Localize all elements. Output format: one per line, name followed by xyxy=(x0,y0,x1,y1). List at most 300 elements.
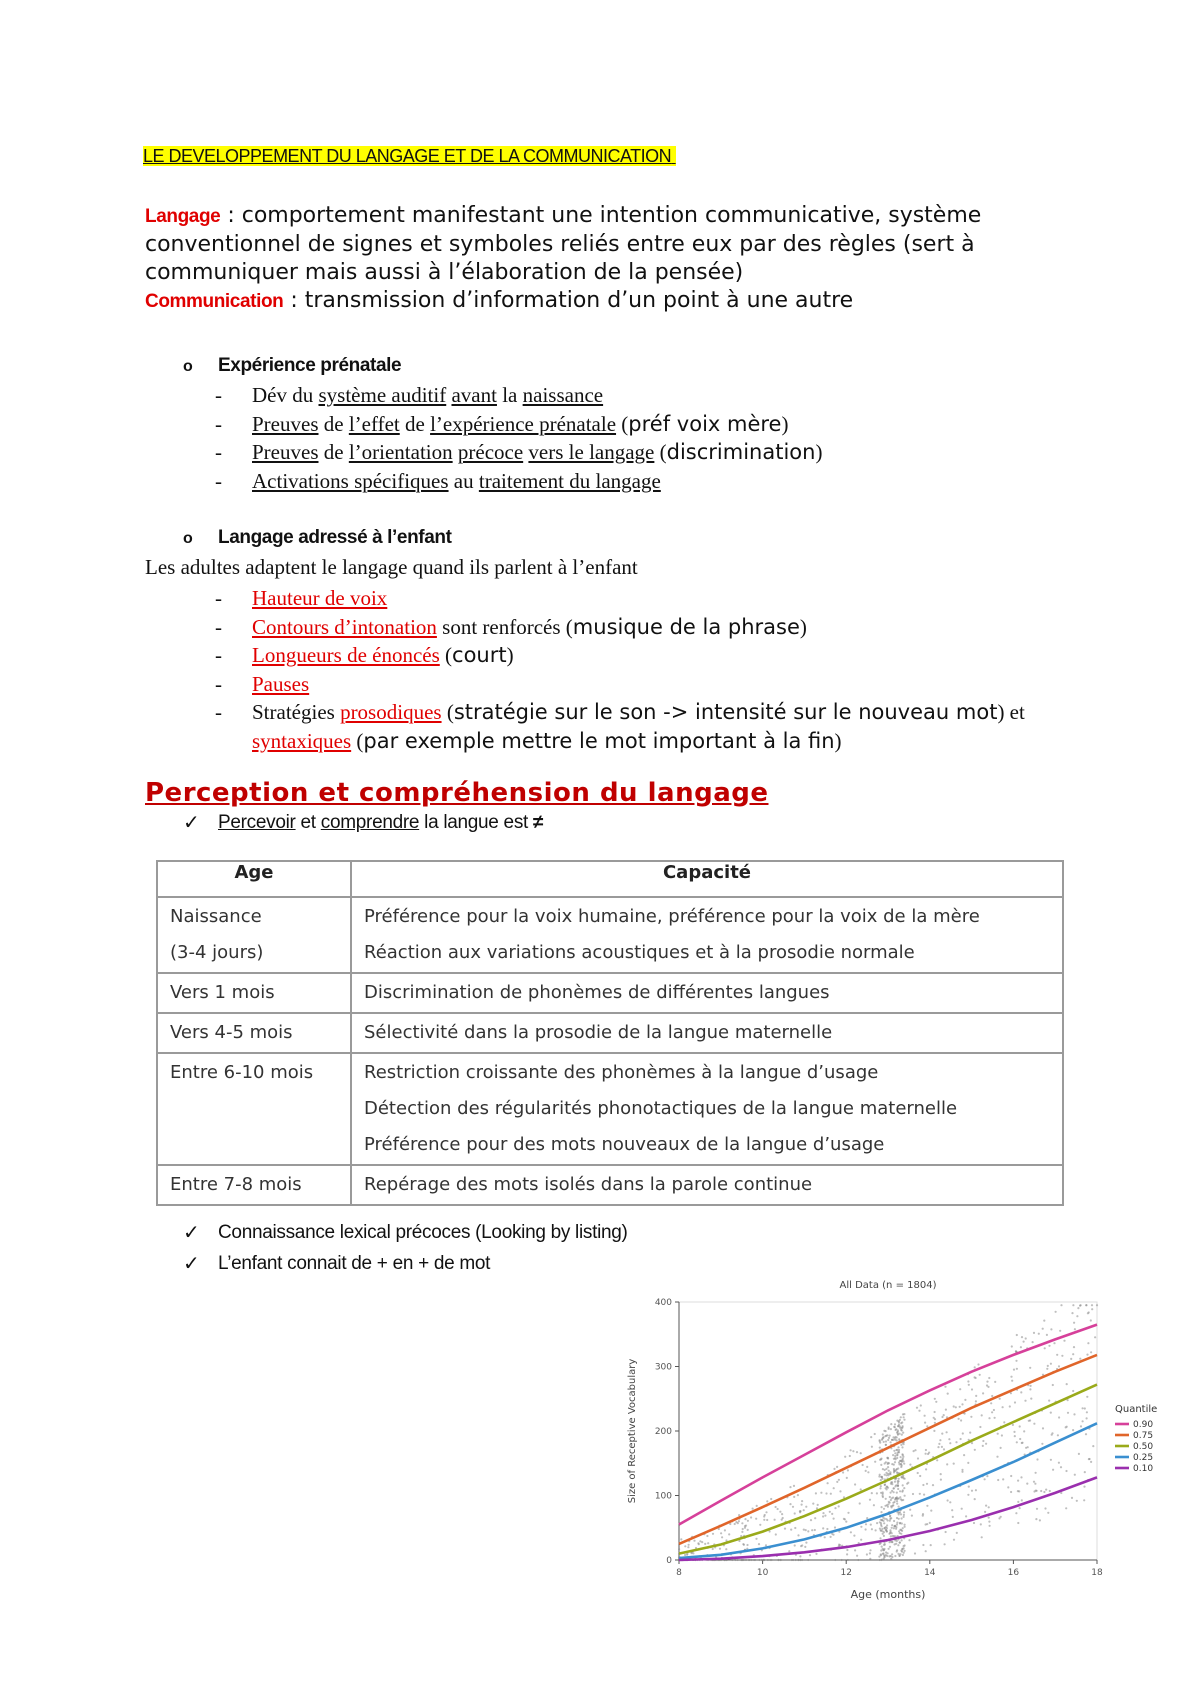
scatter-point xyxy=(909,1464,911,1466)
scatter-point xyxy=(996,1456,998,1458)
list-adresse xyxy=(215,584,1095,755)
age-cell xyxy=(157,897,351,973)
legend-label: 0.25 xyxy=(1133,1453,1154,1463)
scatter-point xyxy=(896,1511,898,1513)
text-part: Pauses xyxy=(252,671,310,696)
scatter-point xyxy=(846,1553,848,1555)
scatter-point xyxy=(1071,1312,1073,1314)
scatter-point xyxy=(1087,1342,1089,1344)
scatter-point xyxy=(794,1512,796,1514)
scatter-point xyxy=(913,1450,915,1452)
scatter-point xyxy=(1085,1304,1087,1306)
scatter-point xyxy=(898,1478,900,1480)
scatter-point xyxy=(924,1415,926,1417)
scatter-point xyxy=(738,1520,740,1522)
scatter-point xyxy=(885,1498,887,1500)
scatter-point xyxy=(803,1529,805,1531)
emphasis-text: par exemple mettre le mot important à la fin xyxy=(363,728,835,753)
scatter-point xyxy=(1019,1507,1021,1509)
text-part: de xyxy=(318,411,349,436)
text-part: et xyxy=(295,812,321,833)
scatter-point xyxy=(885,1440,887,1442)
text-part: de xyxy=(399,411,431,436)
scatter-point xyxy=(833,1487,835,1489)
text-part: sont renforcés ( xyxy=(436,614,573,639)
scatter-point xyxy=(865,1528,867,1530)
scatter-point xyxy=(941,1446,943,1448)
scatter-point xyxy=(961,1403,963,1405)
age-text: Entre 7-8 mois xyxy=(170,1174,302,1195)
scatter-point xyxy=(825,1492,827,1494)
dash-bullet: - xyxy=(215,700,222,724)
scatter-point xyxy=(834,1526,836,1528)
scatter-point xyxy=(1016,1334,1018,1336)
list-prenatal xyxy=(215,381,1095,495)
scatter-point xyxy=(892,1454,894,1456)
scatter-point xyxy=(880,1485,882,1487)
scatter-point xyxy=(725,1548,727,1550)
scatter-point xyxy=(824,1515,826,1517)
scatter-point xyxy=(1084,1471,1086,1473)
scatter-point xyxy=(759,1524,761,1526)
scatter-point xyxy=(1090,1351,1092,1353)
scatter-point xyxy=(1001,1434,1003,1436)
scatter-point xyxy=(944,1386,946,1388)
scatter-point xyxy=(860,1539,862,1541)
scatter-point xyxy=(959,1388,961,1390)
scatter-point xyxy=(1080,1425,1082,1427)
scatter-point xyxy=(902,1527,904,1529)
capacity-text: Repérage des mots isolés dans la parole continue xyxy=(364,1174,813,1195)
scatter-point xyxy=(846,1549,848,1551)
scatter-point xyxy=(932,1484,934,1486)
capacity-text: Discrimination de phonèmes de différentes langues xyxy=(364,982,830,1003)
scatter-point xyxy=(758,1559,760,1561)
scatter-point xyxy=(889,1435,891,1437)
scatter-point xyxy=(1043,1491,1045,1493)
scatter-point xyxy=(897,1467,899,1469)
scatter-point xyxy=(882,1533,884,1535)
scatter-point xyxy=(885,1551,887,1553)
scatter-point xyxy=(896,1524,898,1526)
scatter-point xyxy=(842,1471,844,1473)
scatter-point xyxy=(988,1517,990,1519)
text-part: Activations spécifiques xyxy=(252,468,449,493)
scatter-point xyxy=(886,1474,888,1476)
scatter-point xyxy=(889,1496,891,1498)
scatter-point xyxy=(893,1450,895,1452)
scatter-point xyxy=(1092,1445,1094,1447)
adresse-intro: Les adultes adaptent le langage quand ils parlent à l’enfant xyxy=(145,555,638,579)
scatter-point xyxy=(1023,1430,1025,1432)
scatter-point xyxy=(742,1528,744,1530)
x-axis-label: Age (months) xyxy=(850,1588,926,1601)
scatter-point xyxy=(894,1455,896,1457)
scatter-point xyxy=(686,1554,688,1556)
scatter-point xyxy=(946,1431,948,1433)
scatter-point xyxy=(1010,1376,1012,1378)
scatter-point xyxy=(928,1452,930,1454)
scatter-point xyxy=(889,1546,891,1548)
scatter-point xyxy=(1032,1341,1034,1343)
emphasis-text: court xyxy=(452,643,507,667)
text-part: syntaxiques xyxy=(252,728,352,753)
scatter-point xyxy=(1086,1417,1088,1419)
scatter-point xyxy=(1034,1483,1036,1485)
scatter-point xyxy=(885,1526,887,1528)
scatter-point xyxy=(706,1535,708,1537)
scatter-point xyxy=(938,1443,940,1445)
scatter-point xyxy=(797,1559,799,1561)
scatter-point xyxy=(982,1440,984,1442)
scatter-point xyxy=(1057,1434,1059,1436)
scatter-point xyxy=(880,1464,882,1466)
scatter-point xyxy=(1030,1385,1032,1387)
scatter-point xyxy=(1060,1466,1062,1468)
scatter-point xyxy=(886,1504,888,1506)
scatter-point xyxy=(900,1550,902,1552)
scatter-point xyxy=(939,1439,941,1441)
scatter-point xyxy=(1072,1353,1074,1355)
scatter-point xyxy=(923,1494,925,1496)
scatter-point xyxy=(890,1423,892,1425)
scatter-point xyxy=(1015,1350,1017,1352)
scatter-point xyxy=(896,1500,898,1502)
scatter-point xyxy=(790,1529,792,1531)
scatter-point xyxy=(988,1377,990,1379)
scatter-point xyxy=(988,1417,990,1419)
scatter-point xyxy=(794,1544,796,1546)
scatter-point xyxy=(807,1559,809,1561)
scatter-point xyxy=(833,1518,835,1520)
scatter-point xyxy=(941,1416,943,1418)
scatter-point xyxy=(951,1509,953,1511)
capacity-text: Sélectivité dans la prosodie de la langue maternelle xyxy=(364,1022,833,1043)
scatter-point xyxy=(896,1439,898,1441)
scatter-point xyxy=(684,1554,686,1556)
scatter-point xyxy=(1046,1334,1048,1336)
scatter-point xyxy=(838,1505,840,1507)
capacity-text: Préférence pour la voix humaine, préférence pour la voix de la mère xyxy=(364,906,980,927)
scatter-point xyxy=(766,1519,768,1521)
scatter-point xyxy=(1077,1307,1079,1309)
scatter-point xyxy=(1002,1478,1004,1480)
scatter-point xyxy=(895,1528,897,1530)
scatter-point xyxy=(968,1486,970,1488)
scatter-point xyxy=(814,1517,816,1519)
scatter-point xyxy=(897,1484,899,1486)
dash-bullet: - xyxy=(215,440,222,464)
scatter-point xyxy=(902,1413,904,1415)
scatter-point xyxy=(900,1498,902,1500)
scatter-point xyxy=(896,1517,898,1519)
scatter-point xyxy=(1066,1383,1068,1385)
scatter-point xyxy=(1050,1459,1052,1461)
scatter-point xyxy=(799,1559,801,1561)
y-tick-label: 400 xyxy=(654,1298,672,1308)
scatter-point xyxy=(761,1559,763,1561)
scatter-point xyxy=(899,1496,901,1498)
scatter-point xyxy=(857,1559,859,1561)
scatter-point xyxy=(975,1489,977,1491)
scatter-point xyxy=(882,1530,884,1532)
text-part: la xyxy=(496,383,523,407)
scatter-point xyxy=(866,1466,868,1468)
scatter-point xyxy=(910,1427,912,1429)
scatter-point xyxy=(1017,1501,1019,1503)
scatter-point xyxy=(1021,1499,1023,1501)
scatter-point xyxy=(934,1398,936,1400)
scatter-point xyxy=(893,1525,895,1527)
scatter-point xyxy=(834,1559,836,1561)
scatter-point xyxy=(882,1493,884,1495)
scatter-point xyxy=(756,1505,758,1507)
legend-label: 0.75 xyxy=(1133,1431,1154,1441)
scatter-point xyxy=(918,1410,920,1412)
scatter-point xyxy=(897,1544,899,1546)
scatter-point xyxy=(883,1548,885,1550)
scatter-point xyxy=(879,1474,881,1476)
scatter-point xyxy=(902,1454,904,1456)
scatter-point xyxy=(1015,1360,1017,1362)
legend-label: 0.50 xyxy=(1133,1442,1154,1452)
scatter-point xyxy=(777,1559,779,1561)
scatter-point xyxy=(934,1411,936,1413)
scatter-point xyxy=(1017,1522,1019,1524)
scatter-point xyxy=(898,1513,900,1515)
scatter-point xyxy=(1015,1512,1017,1514)
scatter-point xyxy=(994,1417,996,1419)
scatter-point xyxy=(1065,1470,1067,1472)
scatter-point xyxy=(792,1506,794,1508)
scatter-point xyxy=(1020,1391,1022,1393)
scatter-point xyxy=(885,1554,887,1556)
scatter-point xyxy=(952,1516,954,1518)
scatter-point xyxy=(814,1529,816,1531)
scatter-point xyxy=(843,1518,845,1520)
scatter-point xyxy=(805,1542,807,1544)
list-item xyxy=(215,641,1095,670)
scatter-point xyxy=(925,1550,927,1552)
scatter-point xyxy=(903,1419,905,1421)
list-item xyxy=(215,410,1095,439)
scatter-point xyxy=(955,1441,957,1443)
scatter-point xyxy=(1038,1333,1040,1335)
scatter-point xyxy=(896,1550,898,1552)
scatter-point xyxy=(881,1506,883,1508)
scatter-point xyxy=(981,1536,983,1538)
perception-title: Perception et compréhension du langage xyxy=(145,778,769,808)
scatter-point xyxy=(1035,1472,1037,1474)
scatter-point xyxy=(870,1436,872,1438)
scatter-point xyxy=(1033,1481,1035,1483)
scatter-point xyxy=(894,1478,896,1480)
scatter-point xyxy=(974,1366,976,1368)
dash-bullet: - xyxy=(215,671,222,696)
list-item xyxy=(215,438,1095,467)
scatter-point xyxy=(810,1519,812,1521)
scatter-point xyxy=(879,1528,881,1530)
scatter-point xyxy=(743,1544,745,1546)
scatter-point xyxy=(869,1549,871,1551)
scatter-point xyxy=(925,1453,927,1455)
scatter-point xyxy=(926,1425,928,1427)
scatter-point xyxy=(1073,1413,1075,1415)
scatter-point xyxy=(986,1381,988,1383)
y-tick-label: 100 xyxy=(654,1491,672,1502)
scatter-point xyxy=(769,1559,771,1561)
scatter-point xyxy=(1011,1345,1013,1347)
scatter-point xyxy=(998,1517,1000,1519)
scatter-point xyxy=(990,1402,992,1404)
scatter-point xyxy=(1096,1304,1098,1306)
scatter-point xyxy=(907,1482,909,1484)
scatter-point xyxy=(1058,1365,1060,1367)
scatter-point xyxy=(904,1524,906,1526)
scatter-point xyxy=(712,1548,714,1550)
text-part: Preuves xyxy=(252,411,319,436)
scatter-point xyxy=(971,1388,973,1390)
scatter-point xyxy=(896,1436,898,1438)
scatter-point xyxy=(1017,1490,1019,1492)
scatter-point xyxy=(953,1463,955,1465)
scatter-point xyxy=(961,1471,963,1473)
scatter-point xyxy=(1042,1427,1044,1429)
scatter-point xyxy=(974,1376,976,1378)
scatter-point xyxy=(908,1539,910,1541)
x-tick-label: 16 xyxy=(1007,1568,1020,1578)
scatter-point xyxy=(889,1529,891,1531)
scatter-point xyxy=(940,1473,942,1475)
scatter-point xyxy=(1089,1458,1091,1460)
scatter-point xyxy=(740,1559,742,1561)
scatter-point xyxy=(879,1537,881,1539)
scatter-point xyxy=(763,1559,765,1561)
scatter-point xyxy=(953,1405,955,1407)
scatter-point xyxy=(856,1555,858,1557)
text-part: ( xyxy=(439,643,453,667)
legend-label: 0.10 xyxy=(1133,1464,1154,1474)
scatter-point xyxy=(958,1418,960,1420)
scatter-point xyxy=(735,1521,737,1523)
scatter-point xyxy=(979,1374,981,1376)
scatter-point xyxy=(937,1446,939,1448)
text-part: ) et xyxy=(997,700,1025,724)
scatter-point xyxy=(1087,1312,1089,1314)
scatter-point xyxy=(1050,1328,1052,1330)
scatter-point xyxy=(1091,1304,1093,1306)
text-part: ( xyxy=(441,700,454,724)
scatter-point xyxy=(693,1540,695,1542)
scatter-point xyxy=(901,1539,903,1541)
scatter-point xyxy=(894,1481,896,1483)
scatter-point xyxy=(924,1422,926,1424)
scatter-point xyxy=(854,1549,856,1551)
scatter-point xyxy=(965,1515,967,1517)
scatter-point xyxy=(801,1504,803,1506)
scatter-point xyxy=(890,1558,892,1560)
scatter-point xyxy=(1043,1320,1045,1322)
scatter-point xyxy=(799,1555,801,1557)
scatter-point xyxy=(967,1494,969,1496)
scatter-point xyxy=(981,1414,983,1416)
scatter-point xyxy=(859,1502,861,1504)
scatter-point xyxy=(903,1552,905,1554)
scatter-point xyxy=(889,1515,891,1517)
list-item xyxy=(215,584,1095,613)
scatter-point xyxy=(881,1478,883,1480)
scatter-point xyxy=(862,1464,864,1466)
scatter-point xyxy=(1048,1345,1050,1347)
text-part: Stratégies xyxy=(252,700,341,724)
dash-bullet: - xyxy=(215,643,222,667)
text-part: ) xyxy=(506,643,514,667)
scatter-point xyxy=(884,1543,886,1545)
scatter-point xyxy=(1011,1380,1013,1382)
scatter-point xyxy=(900,1513,902,1515)
scatter-point xyxy=(1029,1367,1031,1369)
scatter-point xyxy=(770,1498,772,1500)
scatter-point xyxy=(985,1505,987,1507)
scatter-point xyxy=(1056,1354,1058,1356)
scatter-point xyxy=(799,1510,801,1512)
age-text: Vers 4-5 mois xyxy=(170,1022,293,1043)
scatter-point xyxy=(880,1553,882,1555)
y-axis-label: Size of Receptive Vocabulary xyxy=(627,1358,638,1504)
text-part: l’orientation xyxy=(348,440,453,464)
scatter-point xyxy=(1085,1433,1087,1435)
scatter-point xyxy=(750,1516,752,1518)
scatter-point xyxy=(975,1395,977,1397)
scatter-point xyxy=(1071,1497,1073,1499)
scatter-point xyxy=(1026,1483,1028,1485)
scatter-point xyxy=(847,1559,849,1561)
capacity-cell xyxy=(351,1013,1063,1053)
scatter-point xyxy=(885,1435,887,1437)
check-icon: ✓ xyxy=(183,1251,200,1275)
scatter-point xyxy=(800,1545,802,1547)
scatter-point xyxy=(830,1493,832,1495)
scatter-point xyxy=(911,1515,913,1517)
scatter-point xyxy=(1047,1365,1049,1367)
definition-langage xyxy=(145,202,981,287)
scatter-point xyxy=(883,1441,885,1443)
scatter-point xyxy=(883,1508,885,1510)
age-text: Entre 6-10 mois xyxy=(170,1062,314,1083)
scatter-point xyxy=(904,1526,906,1528)
scatter-point xyxy=(963,1454,965,1456)
scatter-point xyxy=(890,1428,892,1430)
scatter-point xyxy=(820,1492,822,1494)
scatter-point xyxy=(888,1470,890,1472)
scatter-point xyxy=(896,1492,898,1494)
text-part: ) xyxy=(834,728,842,753)
capacity-cell xyxy=(351,973,1063,1013)
table-header-row xyxy=(157,861,1063,897)
scatter-point xyxy=(903,1487,905,1489)
definition-text-line: conventionnel de signes et symboles reliés entre eux par des règles (sert à xyxy=(145,232,975,257)
scatter-point xyxy=(890,1441,892,1443)
definition-communication xyxy=(145,287,853,316)
scatter-point xyxy=(1023,1341,1025,1343)
scatter-point xyxy=(881,1528,883,1530)
scatter-point xyxy=(974,1498,976,1500)
y-tick-label: 0 xyxy=(666,1556,672,1566)
vocabulary-chart xyxy=(605,1272,1197,1616)
scatter-point xyxy=(1033,1332,1035,1334)
scatter-point xyxy=(721,1536,723,1538)
y-tick-label: 300 xyxy=(654,1362,672,1373)
